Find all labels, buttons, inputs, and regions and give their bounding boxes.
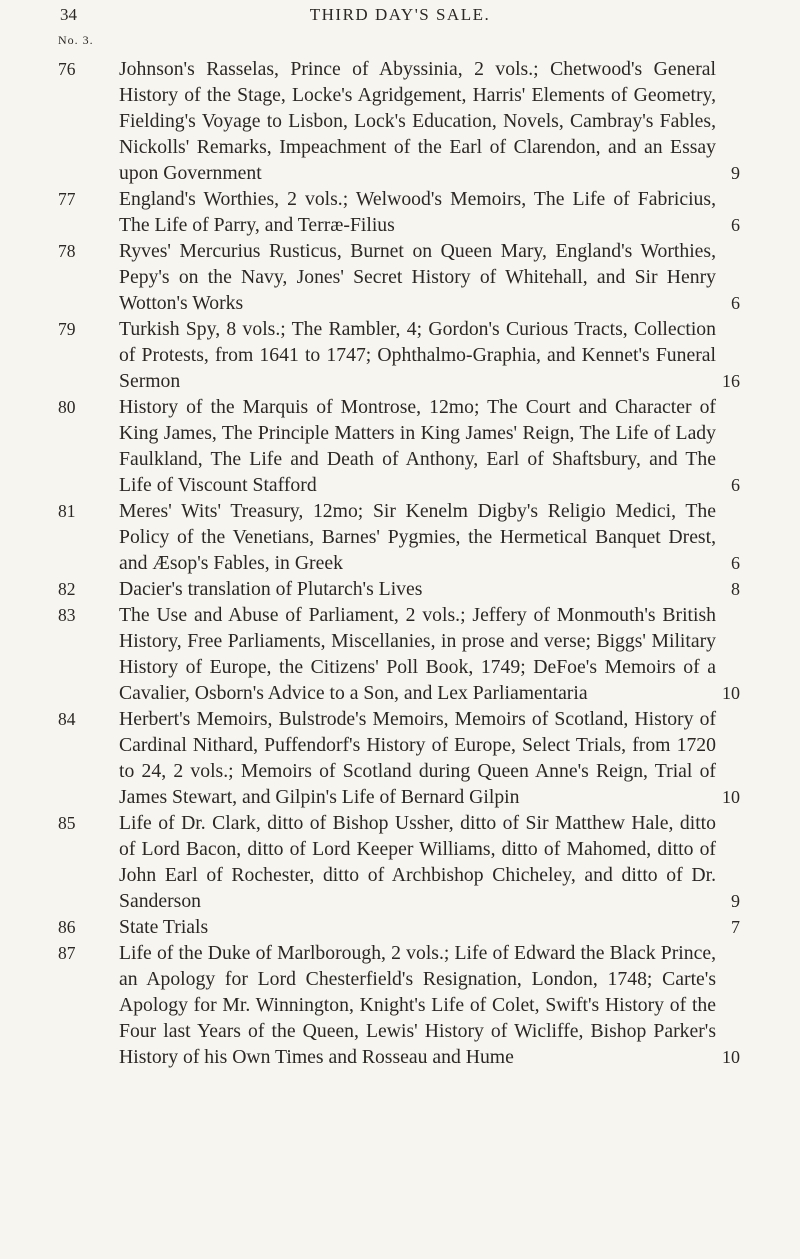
lot-entry (58, 940, 740, 1070)
page-header (44, 3, 756, 31)
lot-price: 16 (722, 371, 740, 391)
lot-price: 7 (731, 917, 740, 937)
lot-description: Life of Dr. Clark, ditto of Bishop Ussher, ditto of Sir Matthew Hale, ditto of Lord Bacon, ditto of Lord Keeper Williams, ditto of Mahomed, ditto of John Earl of Rochester, ditto of Archbishop Chicheley, and ditto of Dr. Sanderson (119, 812, 716, 912)
lot-number: 85 (58, 813, 76, 833)
lot-entry (58, 498, 740, 576)
lot-number: 81 (58, 501, 76, 521)
lot-number: 82 (58, 579, 76, 599)
lot-description: England's Worthies, 2 vols.; Welwood's Memoirs, The Life of Fabricius, The Life of Parry, and Terræ-Filius (119, 188, 716, 236)
lot-price: 9 (731, 891, 740, 911)
lot-description: Meres' Wits' Treasury, 12mo; Sir Kenelm Digby's Religio Medici, The Policy of the Venetians, Barnes' Pygmies, the Hermetical Banquet Drest, and Æsop's Fables, in Greek (119, 500, 716, 574)
lot-price: 9 (731, 163, 740, 183)
lot-column-label: No. 3. (58, 33, 94, 47)
lot-number: 80 (58, 397, 76, 417)
lot-price: 6 (731, 215, 740, 235)
lot-entry (58, 706, 740, 810)
lot-entry (58, 56, 740, 186)
lot-list (58, 56, 740, 1070)
lot-price: 6 (731, 293, 740, 313)
lot-description: Turkish Spy, 8 vols.; The Rambler, 4; Gordon's Curious Tracts, Collection of Protests, from 1641 to 1747; Ophthalmo-Graphia, and Kennet's Funeral Sermon (119, 318, 716, 392)
lot-entry (58, 394, 740, 498)
lot-entry (58, 316, 740, 394)
lot-price: 6 (731, 553, 740, 573)
lot-number: 79 (58, 319, 76, 339)
lot-price: 10 (722, 1047, 740, 1067)
lot-number: 77 (58, 189, 76, 209)
lot-entry (58, 914, 740, 940)
lot-description: The Use and Abuse of Parliament, 2 vols.; Jeffery of Monmouth's British History, Free Parliaments, Miscellanies, in prose and verse; Biggs' Military History of Europe, the Citizens' Poll Book, 1749; DeFoe's Memoirs of a Cavalier, Osborn's Advice to a Son, and Lex Parliamentaria (119, 604, 716, 704)
lot-entry (58, 810, 740, 914)
page-number: 34 (60, 5, 77, 24)
running-title: THIRD DAY'S SALE. (309, 5, 491, 24)
lot-number: 87 (58, 943, 76, 963)
lot-price: 10 (722, 683, 740, 703)
lot-entry (58, 186, 740, 238)
lot-entry (58, 238, 740, 316)
lot-price: 8 (731, 579, 740, 599)
lot-description: State Trials (119, 916, 209, 938)
lot-price: 6 (731, 475, 740, 495)
lot-entry (58, 576, 740, 602)
lot-price: 10 (722, 787, 740, 807)
lot-number: 76 (58, 59, 76, 79)
lot-description: Dacier's translation of Plutarch's Lives (119, 578, 423, 600)
lot-description: Ryves' Mercurius Rusticus, Burnet on Queen Mary, England's Worthies, Pepy's on the Navy, Jones' Secret History of Whitehall, and Sir Henry Wotton's Works (119, 240, 716, 314)
lot-description: Life of the Duke of Marlborough, 2 vols.; Life of Edward the Black Prince, an Apology for Lord Chesterfield's Resignation, London, 1748; Carte's Apology for Mr. Winnington, Knight's Life of Colet, Swift's History of the Four last Years of the Queen, Lewis' History of Wicliffe, Bishop Parker's History of his Own Times and Rosseau and Hume (119, 942, 716, 1068)
lot-number: 86 (58, 917, 76, 937)
lot-description: Herbert's Memoirs, Bulstrode's Memoirs, Memoirs of Scotland, History of Cardinal Nithard, Puffendorf's History of Europe, Select Trials, from 1720 to 24, 2 vols.; Memoirs of Scotland during Queen Anne's Reign, Trial of James Stewart, and Gilpin's Life of Bernard Gilpin (119, 708, 716, 808)
lot-description: Johnson's Rasselas, Prince of Abyssinia, 2 vols.; Chetwood's General History of the Stage, Locke's Agridgement, Harris' Elements of Geometry, Fielding's Voyage to Lisbon, Lock's Education, Novels, Cambray's Fables, Nickolls' Remarks, Impeachment of the Earl of Clarendon, and an Essay upon Government (119, 58, 716, 184)
lot-entry (58, 602, 740, 706)
lot-description: History of the Marquis of Montrose, 12mo; The Court and Character of King James, The Principle Matters in King James' Reign, The Life of Lady Faulkland, The Life and Death of Anthony, Earl of Shaftsbury, and The Life of Viscount Stafford (119, 396, 716, 496)
lot-number: 83 (58, 605, 76, 625)
lot-number: 84 (58, 709, 76, 729)
lot-number: 78 (58, 241, 76, 261)
